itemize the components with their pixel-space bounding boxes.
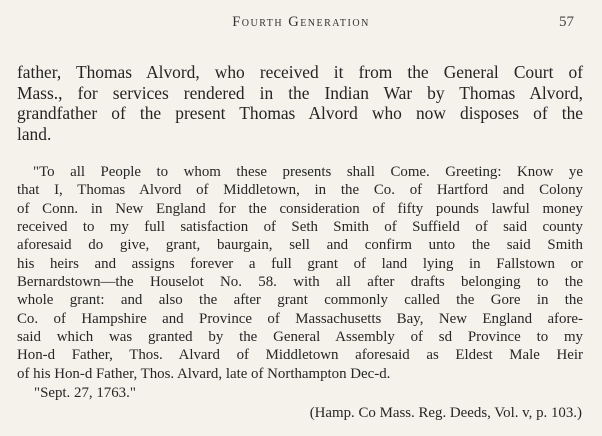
quote-line: aforesaid do give, grant, baurgain, sell and confirm unto the said Smith (17, 237, 583, 254)
quote-line: that I, Thomas Alvord of Middletown, in the Co. of Hartford and Colony (17, 182, 583, 199)
intro-line: father, Thomas Alvord, who received it from the General Court of (17, 62, 583, 82)
quote-line: Bernardstown—the Houselot No. 58. with all after drafts belonging to the (17, 274, 583, 291)
quote-line: Co. of Hampshire and Province of Massachusetts Bay, New England afore- (17, 310, 583, 327)
quote-line: his heirs and assigns forever a full grant of land lying in Fallstown or (17, 255, 583, 272)
quote-line: said which was granted by the General Assembly of sd Province to my (17, 329, 583, 346)
quote-line: received to my full satisfaction of Seth Smith of Suffield of said county (17, 219, 583, 236)
page-number: 57 (559, 14, 574, 30)
intro-line: Mass., for services rendered in the Indian War by Thomas Alvord, (17, 82, 583, 103)
intro-paragraph (17, 62, 583, 144)
quote-line: Hon-d Father, Thos. Alvard of Middletown aforesaid as Eldest Male Heir (17, 347, 583, 364)
quote-line: "To all People to whom these presents shall Come. Greeting: Know ye (33, 164, 583, 180)
running-head (0, 14, 602, 36)
source-citation: (Hamp. Co Mass. Reg. Deeds, Vol. v, p. 103.) (309, 405, 582, 421)
intro-line: land. (17, 123, 52, 144)
quote-line: whole grant: and also the after grant commonly called the Gore in the (17, 292, 583, 309)
quote-line: of Conn. in New England for the consideration of fifty pounds lawful money (17, 200, 583, 217)
quote-line: of his Hon-d Father, Thos. Alvard, late of Northampton Dec-d. (17, 365, 391, 382)
deed-quotation (17, 163, 583, 383)
running-title: Fourth Generation (232, 14, 370, 30)
deed-date: "Sept. 27, 1763." (34, 385, 136, 401)
intro-line: grandfather of the present Thomas Alvord who now disposes of the (17, 103, 583, 123)
